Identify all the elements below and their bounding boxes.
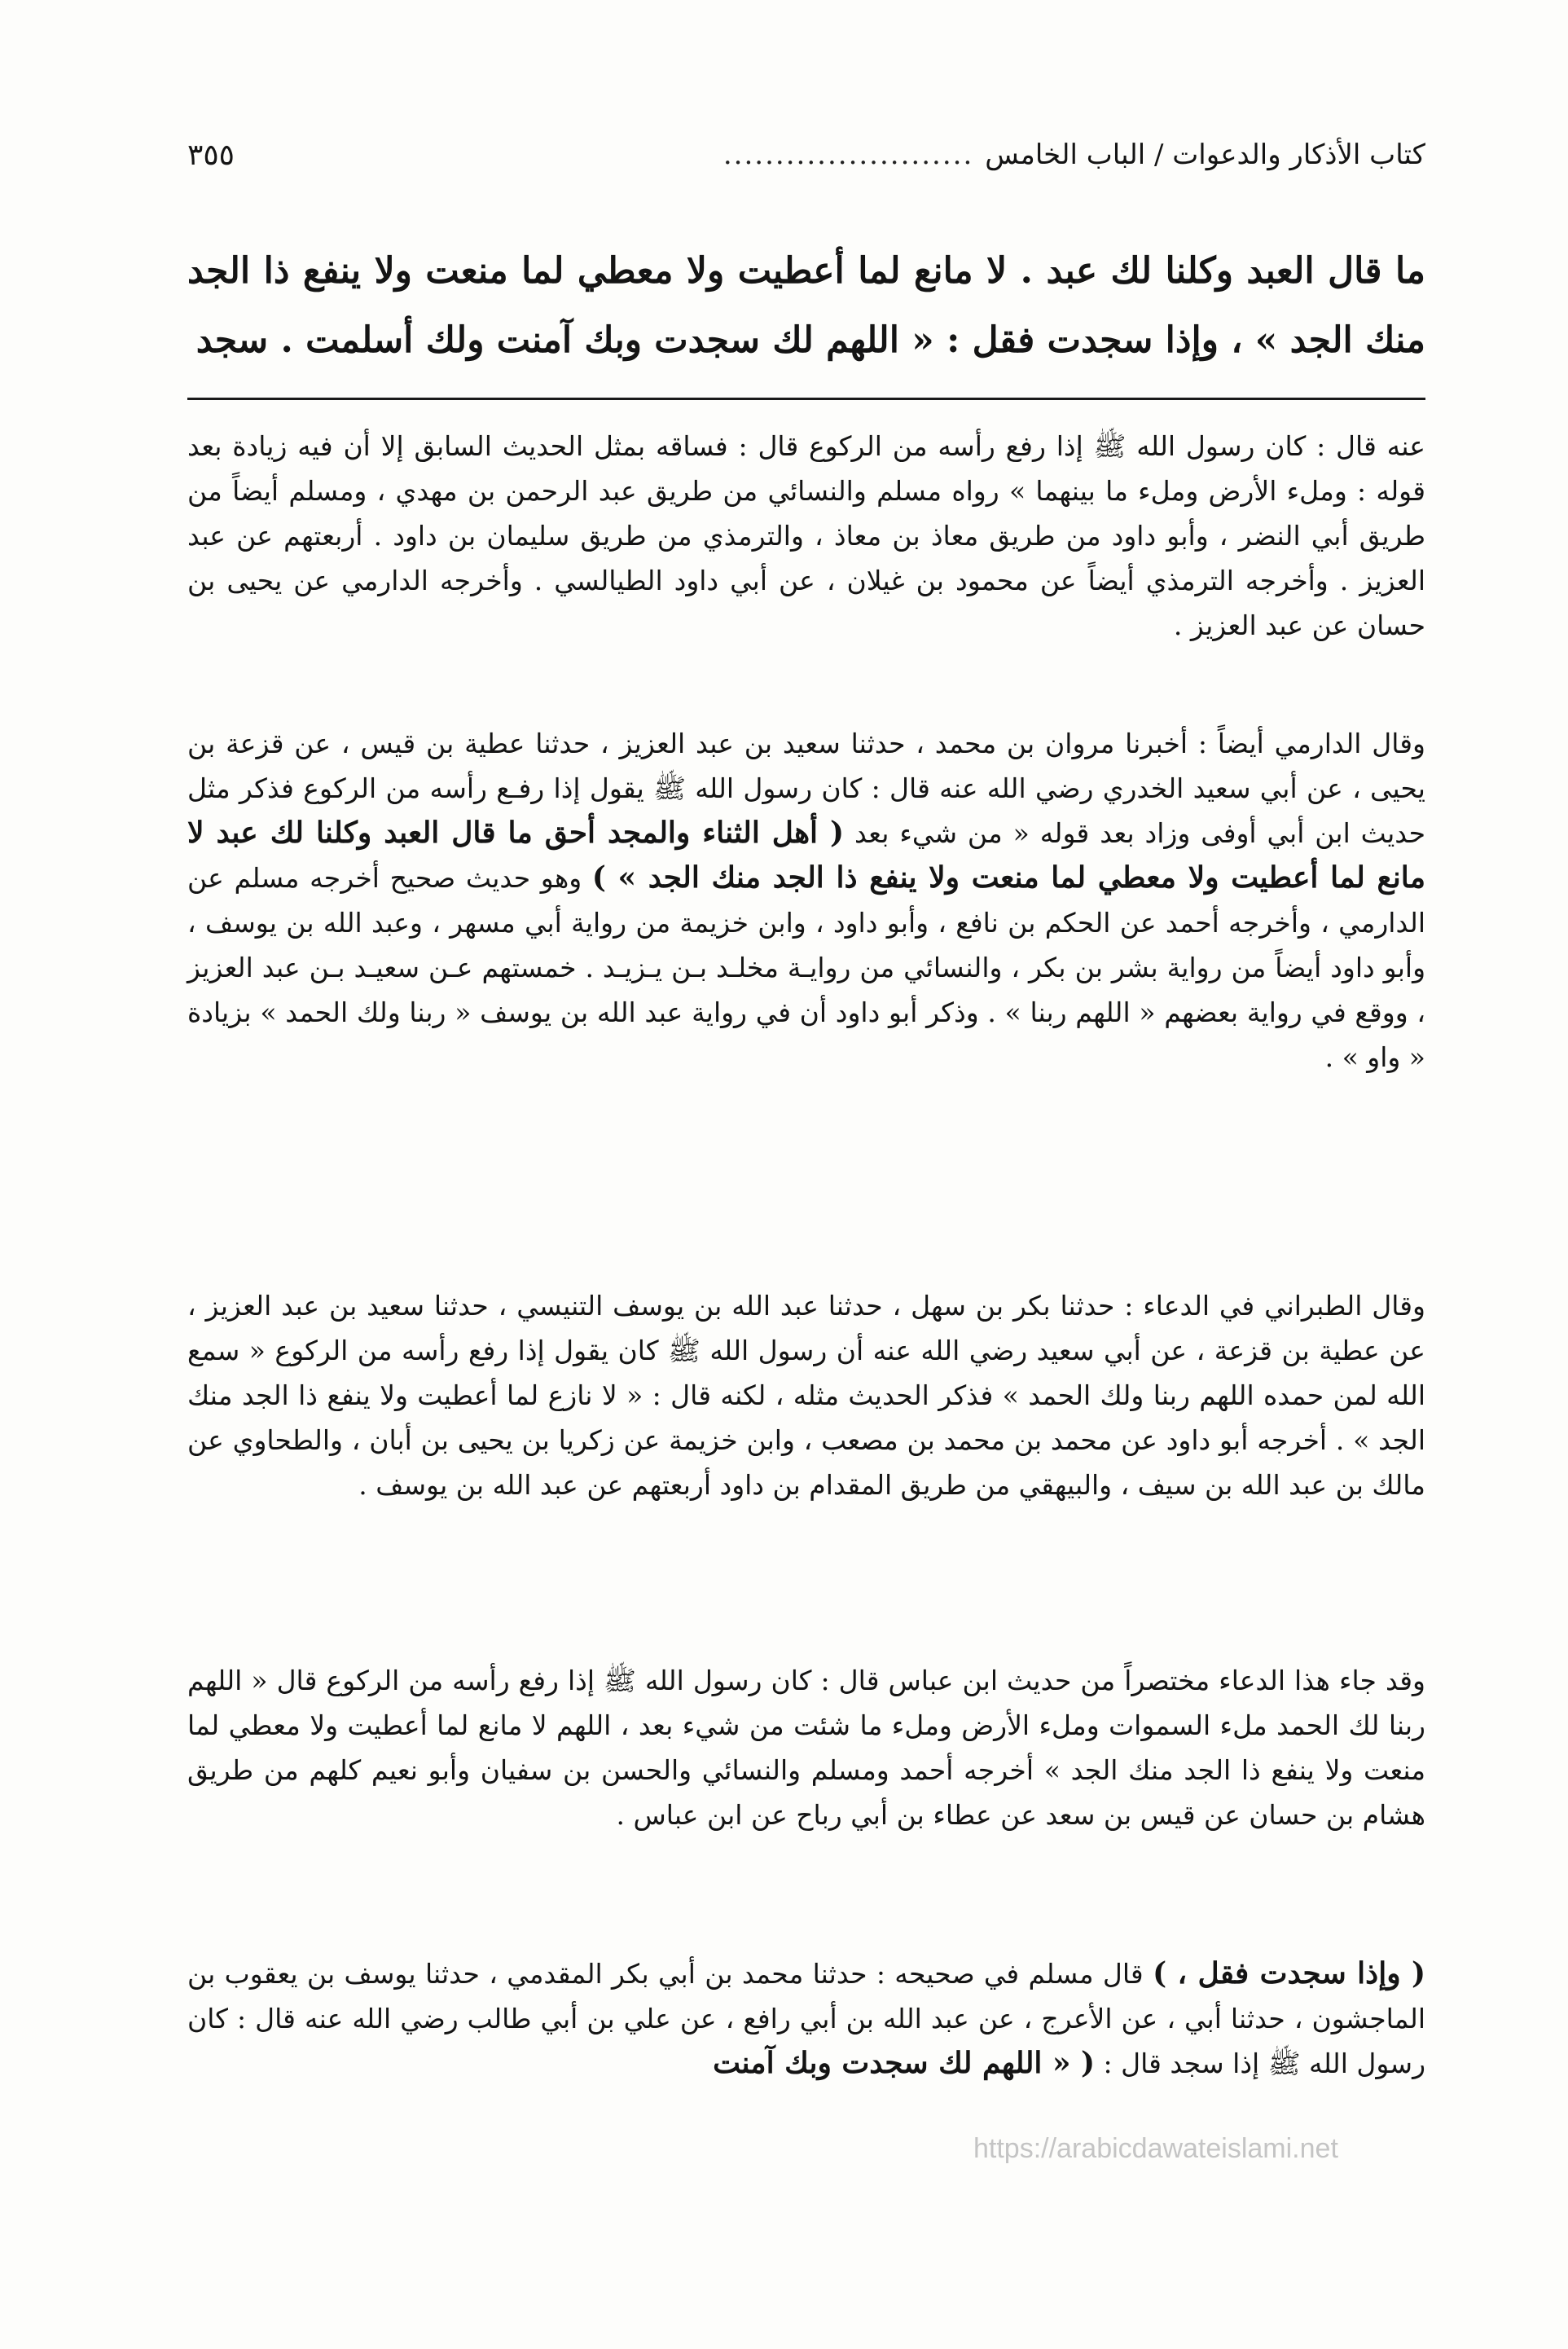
footnote-paragraph-4 [187,1658,1425,1837]
footnote-text-part: قال مسلم في صحيحه : حدثنا محمد بن أبي بكر المقدمي ، حدثنا يوسف بن يعقوب بن الماجشون ، حدثنا أبي ، عن الأعرج ، عن عبد الله بن أبي رافع ، عن علي بن أبي طالب رضي الله عنه قال : كان رسول الله ﷺ إذا سجد قال : [187,1958,1425,2079]
footnote-paragraph-1 [187,424,1425,648]
page-header [187,130,1425,179]
footnote-text-part: وهو حديث صحيح أخرجه مسلم عن الدارمي ، وأخرجه أحمد عن الحكم بن نافع ، وأبو داود ، وابن خزيمة من رواية أبي مسهر ، وعبد الله بن يوسف ، وأبو داود أيضاً من رواية بشر بن بكر ، والنسائي من روايـة مخلـد بـن يـزيـد . خمستهم عـن سعيـد بـن عبد العزيز ، ووقع في رواية بعضهم « اللهم ربنا » . وذكر أبو داود أن في رواية عبد الله بن يوسف « ربنا ولك الحمد » بزيادة « واو » . [187,862,1425,1073]
footnote-paragraph-2 [187,721,1425,1080]
footnote-paragraph-5 [187,1951,1425,2086]
footnote-text [187,1951,1425,2086]
running-title: كتاب الأذكار والدعوات / الباب الخامس [985,139,1425,171]
footnote-bold-heading: ( وإذا سجدت فقل ، ) [1153,1956,1425,1990]
footnote-text-part: وقال الدارمي أيضاً : أخبرنا مروان بن محمد ، حدثنا سعيد بن عبد العزيز ، حدثنا عطية بن قيس ، عن قزعة بن يحيى ، عن أبي سعيد الخدري رضي الله عنه قال : كان رسول الله ﷺ يقول إذا رفـع رأسه من الركوع فذكر مثل حديث ابن أبي أوفى وزاد بعد قوله « من شيء بعد [187,728,1425,849]
footnote-paragraph-3 [187,1283,1425,1507]
page-number: ٣٥٥ [187,138,235,172]
main-text: ما قال العبد وكلنا لك عبد . لا مانع لما أعطيت ولا معطي لما منعت ولا ينفع ذا الجد منك الجد » ، وإذا سجدت فقل : « اللهم لك سجدت وبك آمنت ولك أسلمت . سجد [187,250,1425,361]
footnote-text [187,721,1425,1080]
footnote-text: وقد جاء هذا الدعاء مختصراً من حديث ابن عباس قال : كان رسول الله ﷺ إذا رفع رأسه من الركوع قال « اللهم ربنا لك الحمد ملء السموات وملء الأرض وملء ما شئت من شيء بعد ، اللهم لا مانع لما أعطيت ولا معطي لما منعت ولا ينفع ذا الجد منك الجد » أخرجه أحمد ومسلم والنسائي والحسن بن سفيان وأبو نعيم كلهم من طريق هشام بن حسان عن قيس بن سعد عن عطاء بن أبي رباح عن ابن عباس . [187,1665,1425,1831]
footnote-divider [187,398,1425,400]
watermark-url: https://arabicdawateislami.net [973,2133,1338,2164]
footnote-text: عنه قال : كان رسول الله ﷺ إذا رفع رأسه من الركوع قال : فساقه بمثل الحديث السابق إلا أن فيه زيادة بعد قوله : وملء الأرض وملء ما بينهما » رواه مسلم والنسائي من طريق عبد الرحمن بن مهدي ، ومسلم أيضاً من طريق أبي النضر ، وأبو داود من طريق معاذ بن معاذ ، والترمذي من طريق سليمان بن داود . أربعتهم عن عبد العزيز . وأخرجه الترمذي أيضاً عن محمود بن غيلان ، عن أبي داود الطيالسي . وأخرجه الدارمي عن يحيى بن حسان عن عبد العزيز . [187,430,1425,641]
header-dots: ........................ [723,139,974,171]
footnote-bold-quote: ( أهل الثناء والمجد أحق ما قال العبد وكلنا لك عبد لا مانع لما أعطيت ولا معطي لما منعت ولا ينفع ذا الجد منك الجد » ) [187,816,1425,895]
footnote-text: وقال الطبراني في الدعاء : حدثنا بكر بن سهل ، حدثنا عبد الله بن يوسف التنيسي ، حدثنا سعيد بن عبد العزيز ، عن عطية بن قزعة ، عن أبي سعيد رضي الله عنه أن رسول الله ﷺ كان يقول إذا رفع رأسه من الركوع « سمع الله لمن حمده اللهم ربنا ولك الحمد » فذكر الحديث مثله ، لكنه قال : « لا نازع لما أعطيت ولا ينفع ذا الجد منك الجد » . أخرجه أبو داود عن محمد بن محمد بن مصعب ، وابن خزيمة عن زكريا بن يحيى بن أبان ، والطحاوي عن مالك بن عبد الله بن سيف ، والبيهقي من طريق المقدام بن داود أربعتهم عن عبد الله بن يوسف . [187,1290,1425,1501]
footnote-bold-quote: ( « اللهم لك سجدت وبك آمنت [713,2046,1096,2080]
